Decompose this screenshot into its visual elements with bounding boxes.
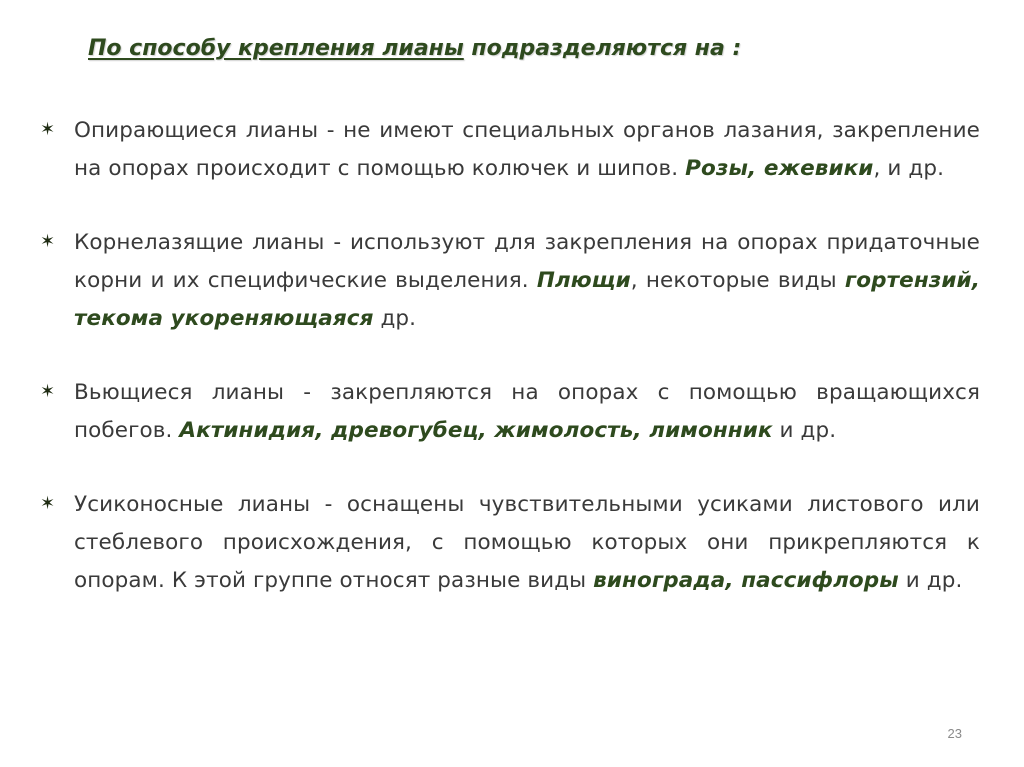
six-pointed-star-icon: ✶ [40, 119, 56, 140]
slide-title-underlined: По способу крепления лианы [88, 36, 464, 61]
slide-title [88, 36, 741, 61]
bullet-text: Корнелазящие лианы - используют для закрепления на опорах придаточные корни и их специфические выделения. [74, 230, 980, 293]
bullet-emphasis: Розы, ежевики [685, 156, 874, 181]
six-pointed-star-icon: ✶ [40, 231, 56, 252]
bullet-item-supporting-lianas [40, 112, 980, 188]
bullet-list [40, 112, 980, 636]
bullet-emphasis: Плющи [536, 268, 631, 293]
bullet-text-end: др. [373, 306, 417, 331]
bullet-text: Опирающиеся лианы - не имеют специальных органов лазания, закрепление на опорах происходит с помощью колючек и шипов. [74, 118, 980, 181]
page-number: 23 [947, 726, 962, 741]
slide-title-rest: подразделяются на : [463, 36, 742, 61]
six-pointed-star-icon: ✶ [40, 381, 56, 402]
bullet-item-root-climbing-lianas [40, 224, 980, 338]
bullet-text-end: и др. [772, 418, 837, 443]
bullet-text-end: , и др. [873, 156, 945, 181]
six-pointed-star-icon: ✶ [40, 493, 56, 514]
bullet-emphasis: Актинидия, древогубец, жимолость, лимонник [179, 418, 773, 443]
bullet-text: Усиконосные лианы - оснащены чувствительными усиками листового или стеблевого происхождения, с помощью которых они прикрепляются к опорам. К этой группе относят разные виды [74, 492, 980, 593]
bullet-item-twining-lianas [40, 374, 980, 450]
bullet-item-tendril-lianas [40, 486, 980, 600]
bullet-text-end: и др. [898, 568, 963, 593]
bullet-text-middle: , некоторые виды [630, 268, 845, 293]
bullet-emphasis: винограда, пассифлоры [593, 568, 899, 593]
bullet-emphasis-secondary: гортензий, текома укореняющаяся [74, 268, 980, 331]
bullet-text: Вьющиеся лианы - закрепляются на опорах с помощью вращающихся побегов. [74, 380, 980, 443]
